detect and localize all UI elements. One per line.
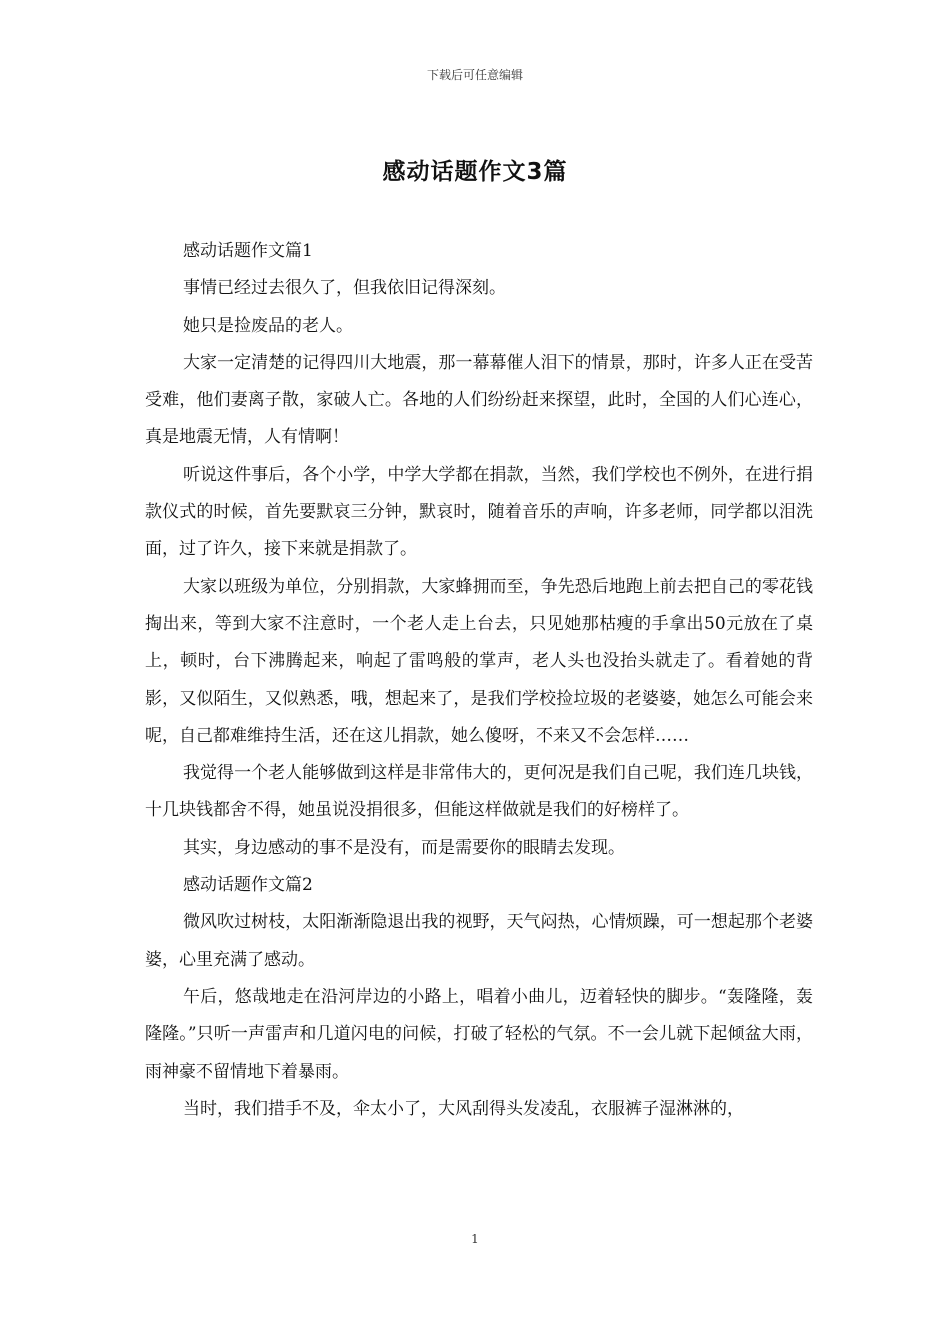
page-number: 1 bbox=[471, 1232, 479, 1246]
paragraph: 我觉得一个老人能够做到这样是非常伟大的，更何况是我们自己呢，我们连几块钱，十几块钱都舍不得，她虽说没捐很多，但能这样做就是我们的好榜样了。 bbox=[145, 763, 813, 821]
page-header: 下载后可任意编辑 bbox=[426, 68, 523, 82]
document-title: 感动话题作文3篇 bbox=[382, 159, 568, 185]
paragraph: 其实，身边感动的事不是没有，而是需要你的眼睛去发现。 bbox=[183, 837, 625, 858]
paragraph: 事情已经过去很久了，但我依旧记得深刻。 bbox=[183, 278, 506, 299]
section-heading-2: 感动话题作文篇2 bbox=[183, 875, 313, 896]
paragraph: 大家一定清楚的记得四川大地震，那一幕幕催人泪下的情景，那时，许多人正在受苦受难，他们妻离子散，家破人亡。各地的人们纷纷赶来探望，此时，全国的人们心连心，真是地震无情，人有情啊！ bbox=[145, 352, 813, 448]
document-body bbox=[145, 233, 813, 1128]
paragraph: 听说这件事后，各个小学，中学大学都在捐款，当然，我们学校也不例外，在进行捐款仪式的时候，首先要默哀三分钟，默哀时，随着音乐的声响，许多老师，同学都以泪洗面，过了许久，接下来就是捐款了。 bbox=[145, 464, 813, 560]
paragraph: 当时，我们措手不及，伞太小了，大风刮得头发凌乱，衣服裤子湿淋淋的， bbox=[183, 1098, 744, 1119]
section-heading-1: 感动话题作文篇1 bbox=[183, 241, 313, 261]
paragraph: 她只是捡废品的老人。 bbox=[183, 315, 353, 336]
paragraph: 大家以班级为单位，分别捐款，大家蜂拥而至，争先恐后地跑上前去把自己的零花钱掏出来，等到大家不注意时，一个老人走上台去，只见她那枯瘦的手拿出50元放在了桌上，顿时，台下沸腾起来，响起了雷鸣般的掌声，老人头也没抬头就走了。看着她的背影，又似陌生，又似熟悉，哦，想起来了，是我们学校捡垃圾的老婆婆，她怎么可能会来呢，自己都难维持生活，还在这儿捐款，她么傻呀，不来又不会怎样…… bbox=[145, 576, 813, 746]
paragraph: 午后，悠哉地走在沿河岸边的小路上，唱着小曲儿，迈着轻快的脚步。“轰隆隆，轰隆隆。”只听一声雷声和几道闪电的问候，打破了轻松的气氛。不一会儿就下起倾盆大雨，雨神豪不留情地下着暴雨。 bbox=[145, 986, 813, 1082]
paragraph: 微风吹过树枝，太阳渐渐隐退出我的视野，天气闷热，心情烦躁，可一想起那个老婆婆，心里充满了感动。 bbox=[145, 912, 813, 970]
